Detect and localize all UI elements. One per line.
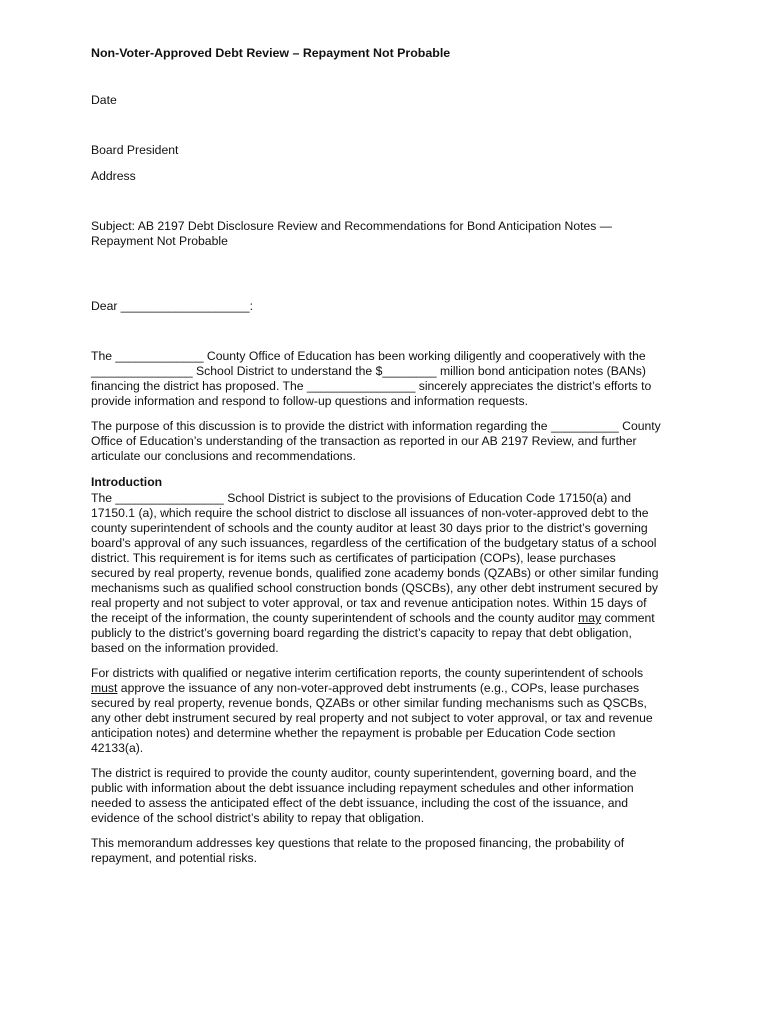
document-title: Non-Voter-Approved Debt Review – Repayment Not Probable (91, 46, 451, 60)
text-line: For districts with qualified or negative interim certification reports, the county superintendent of schools (91, 666, 644, 680)
text-line: anticipation notes) and determine whether the repayment is probable per Education Code section (91, 726, 616, 740)
paragraph-2 (91, 419, 691, 464)
paragraph-5 (91, 766, 691, 826)
text-line: articulate our conclusions and recommendations. (91, 449, 356, 463)
text-line (91, 611, 691, 626)
text-line: district. This requirement is for items such as certificates of participation (COPs), lease purchases (91, 551, 616, 565)
text-line: secured by real property, revenue bonds, QZABs or other similar funding mechanisms such as QSCBs, (91, 696, 647, 710)
text-line: county superintendent of schools and the county auditor at least 30 days prior to the district’s governing (91, 521, 648, 535)
text-line: real property and not subject to voter approval, or tax and revenue anticipation notes. Within 15 days of (91, 596, 647, 610)
paragraph-3 (91, 491, 691, 656)
text-line: any other debt instrument secured by real property and not subject to voter approval, or tax and revenue (91, 711, 653, 725)
text-line: The ________________ School District is subject to the provisions of Education Code 17150(a) and (91, 491, 631, 505)
salutation: Dear ___________________: (91, 299, 253, 313)
text-line: board’s approval of any such issuances, regardless of the certification of the budgetary status of a school (91, 536, 657, 550)
text-run: the receipt of the information, the county superintendent of schools and the county auditor (91, 611, 579, 625)
text-run: approve the issuance of any non-voter-approved debt instruments (e.g., COPs, lease purchases (117, 681, 640, 695)
text-line: The purpose of this discussion is to provide the district with information regarding the __________ County (91, 419, 661, 433)
recipient-address: Address (91, 169, 136, 183)
date-label: Date (91, 93, 117, 107)
text-line: The district is required to provide the county auditor, county superintendent, governing board, and the (91, 766, 637, 780)
subject-block (91, 219, 691, 249)
text-run: comment (601, 611, 655, 625)
text-line: based on the information provided. (91, 641, 279, 655)
subject-line: Subject: AB 2197 Debt Disclosure Review and Recommendations for Bond Anticipation Notes — (91, 219, 612, 233)
text-line: provide information and respond to follow-up questions and information requests. (91, 394, 528, 408)
emphasis-must: must (91, 681, 118, 695)
text-line: mechanisms such as qualified school construction bonds (QSCBs), any other debt instrument secured by (91, 581, 658, 595)
text-line: 42133(a). (91, 741, 144, 755)
text-line (91, 681, 691, 696)
text-line: This memorandum addresses key questions that relate to the proposed financing, the probability of (91, 836, 625, 850)
text-line: publicly to the district’s governing board regarding the district’s capacity to repay that debt obligation, (91, 626, 632, 640)
text-line: The _____________ County Office of Education has been working diligently and cooperatively with the (91, 349, 646, 363)
subject-line: Repayment Not Probable (91, 234, 228, 248)
paragraph-1 (91, 349, 691, 409)
text-line: public with information about the debt issuance including repayment schedules and other information (91, 781, 634, 795)
emphasis-may: may (578, 611, 602, 625)
text-line: Office of Education’s understanding of the transaction as reported in our AB 2197 Review, and further (91, 434, 637, 448)
section-heading: Introduction (91, 475, 163, 489)
text-line: needed to assess the anticipated effect of the debt issuance, including the cost of the issuance, and (91, 796, 629, 810)
text-line: repayment, and potential risks. (91, 851, 257, 865)
text-line: _______________ School District to understand the $________ million bond anticipation notes (BANs) (91, 364, 646, 378)
text-line: 17150.1 (a), which require the school district to disclose all issuances of non-voter-approved debt to the (91, 506, 649, 520)
recipient-name: Board President (91, 143, 179, 157)
text-line: secured by real property, revenue bonds, qualified zone academy bonds (QZABs) or other similar funding (91, 566, 659, 580)
text-line: financing the district has proposed. The ________________ sincerely appreciates the district’s efforts to (91, 379, 652, 393)
paragraph-6 (91, 836, 691, 866)
text-line: evidence of the school district’s ability to repay that obligation. (91, 811, 425, 825)
paragraph-4 (91, 666, 691, 756)
